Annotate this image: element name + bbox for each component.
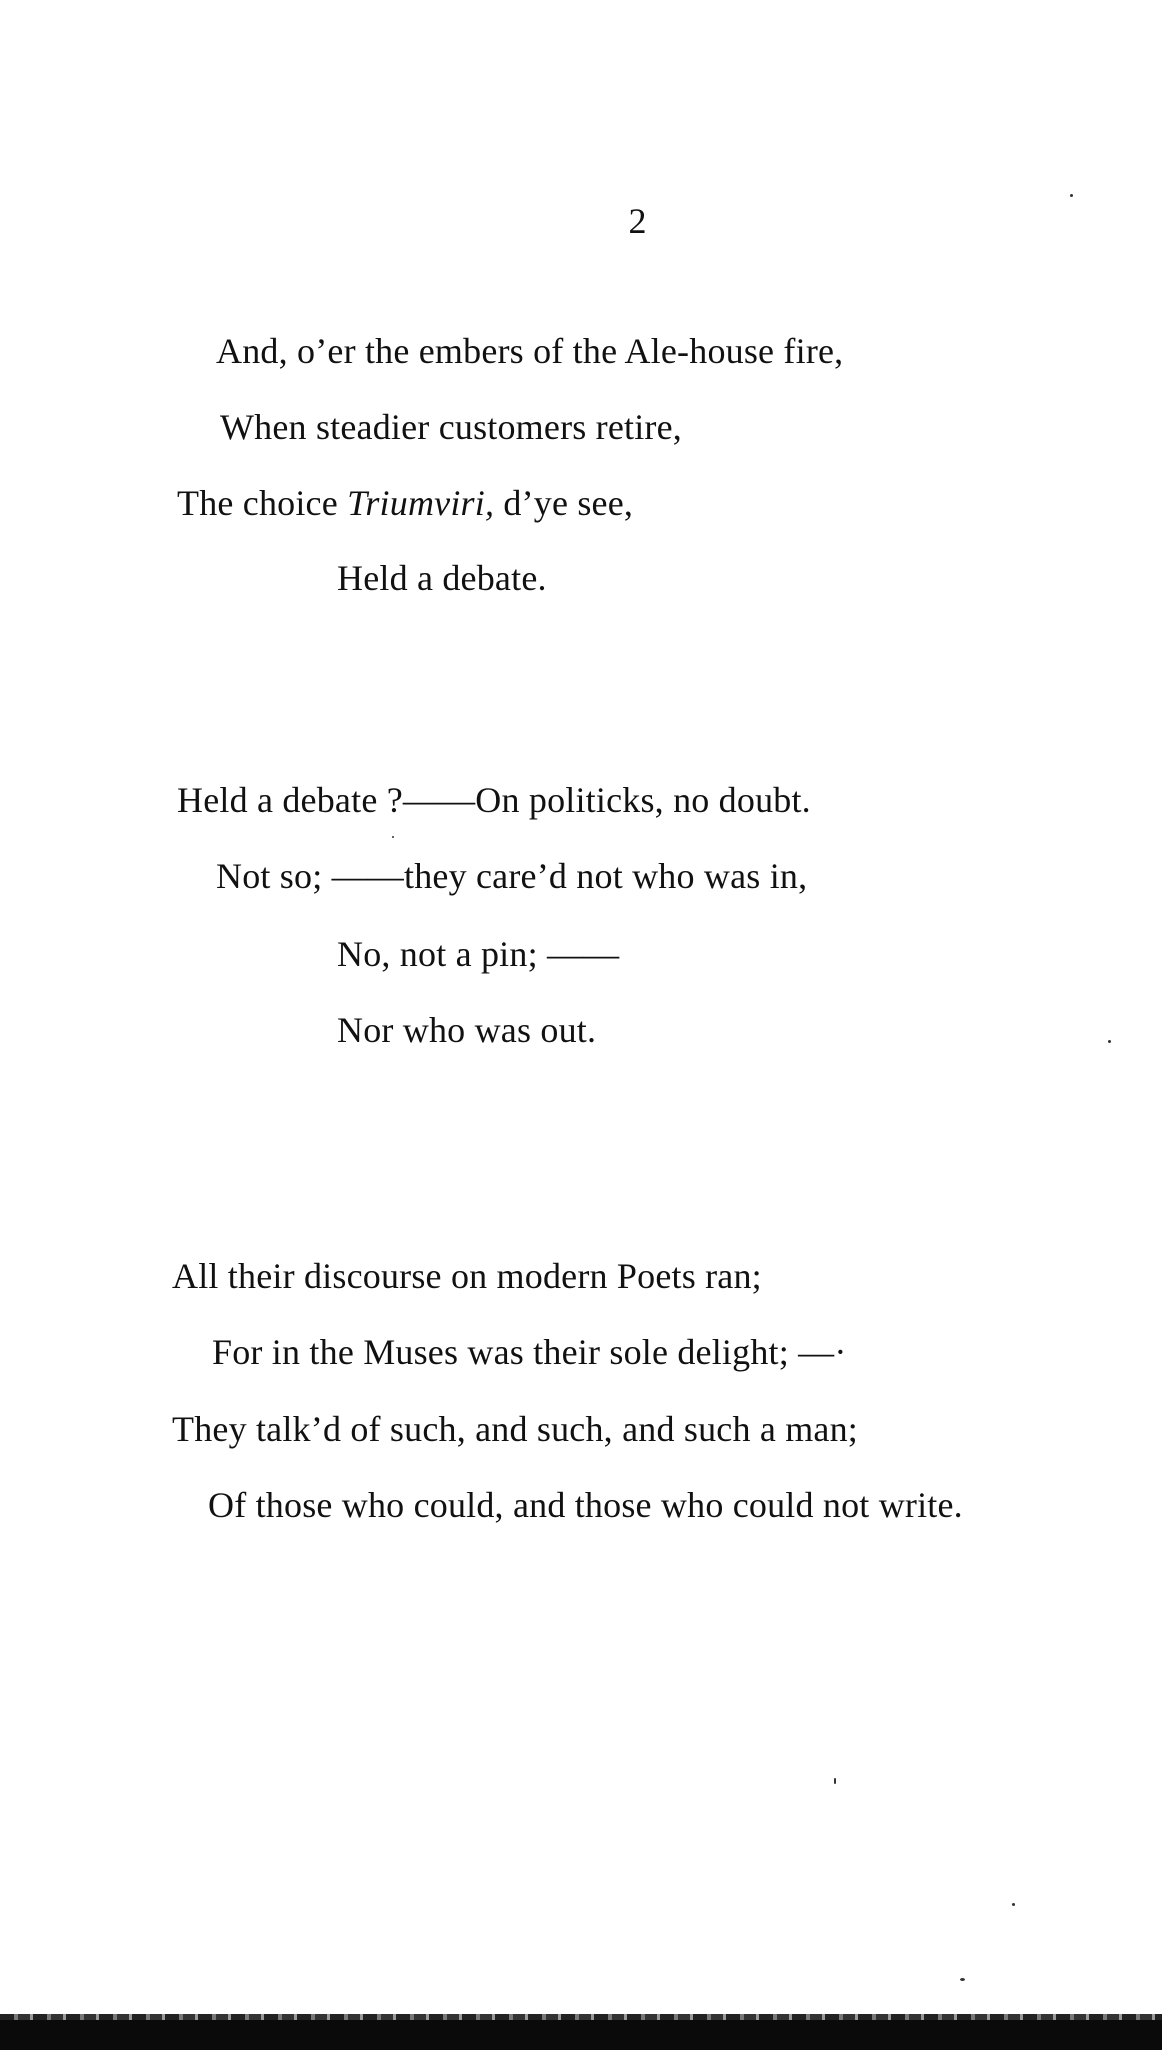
poem-line: No, not a pin; —— [337, 934, 620, 974]
scan-speck [960, 1978, 965, 1981]
poem-line: Nor who was out. [337, 1010, 597, 1050]
poem-line: Of those who could, and those who could not write. [208, 1485, 963, 1525]
italic-word-triumviri: Triumviri, [347, 483, 495, 523]
page-number: 2 [628, 201, 647, 241]
scan-speck [1070, 194, 1073, 197]
poem-line: For in the Muses was their sole delight; —· [212, 1332, 847, 1372]
poem-line: And, o’er the embers of the Ale-house fire, [216, 331, 844, 371]
poem-line: Held a debate ?——On politicks, no doubt. [177, 780, 811, 820]
poem-line [177, 482, 633, 524]
poem-line-text: d’ye see, [494, 483, 634, 523]
scan-speck [1012, 1903, 1015, 1906]
poem-line: All their discourse on modern Poets ran; [172, 1256, 762, 1296]
page-bottom-edge [0, 2020, 1162, 2050]
poem-line-text: The choice [177, 483, 348, 523]
scan-speck [1108, 1040, 1111, 1043]
poem-line: They talk’d of such, and such, and such a man; [172, 1409, 859, 1449]
poem-line: When steadier customers retire, [220, 407, 683, 447]
poem-line: Held a debate. [337, 558, 547, 598]
scan-speck [834, 1778, 836, 1784]
poem-line: Not so; ——they care’d not who was in, [216, 856, 808, 896]
scan-speck [392, 836, 394, 838]
